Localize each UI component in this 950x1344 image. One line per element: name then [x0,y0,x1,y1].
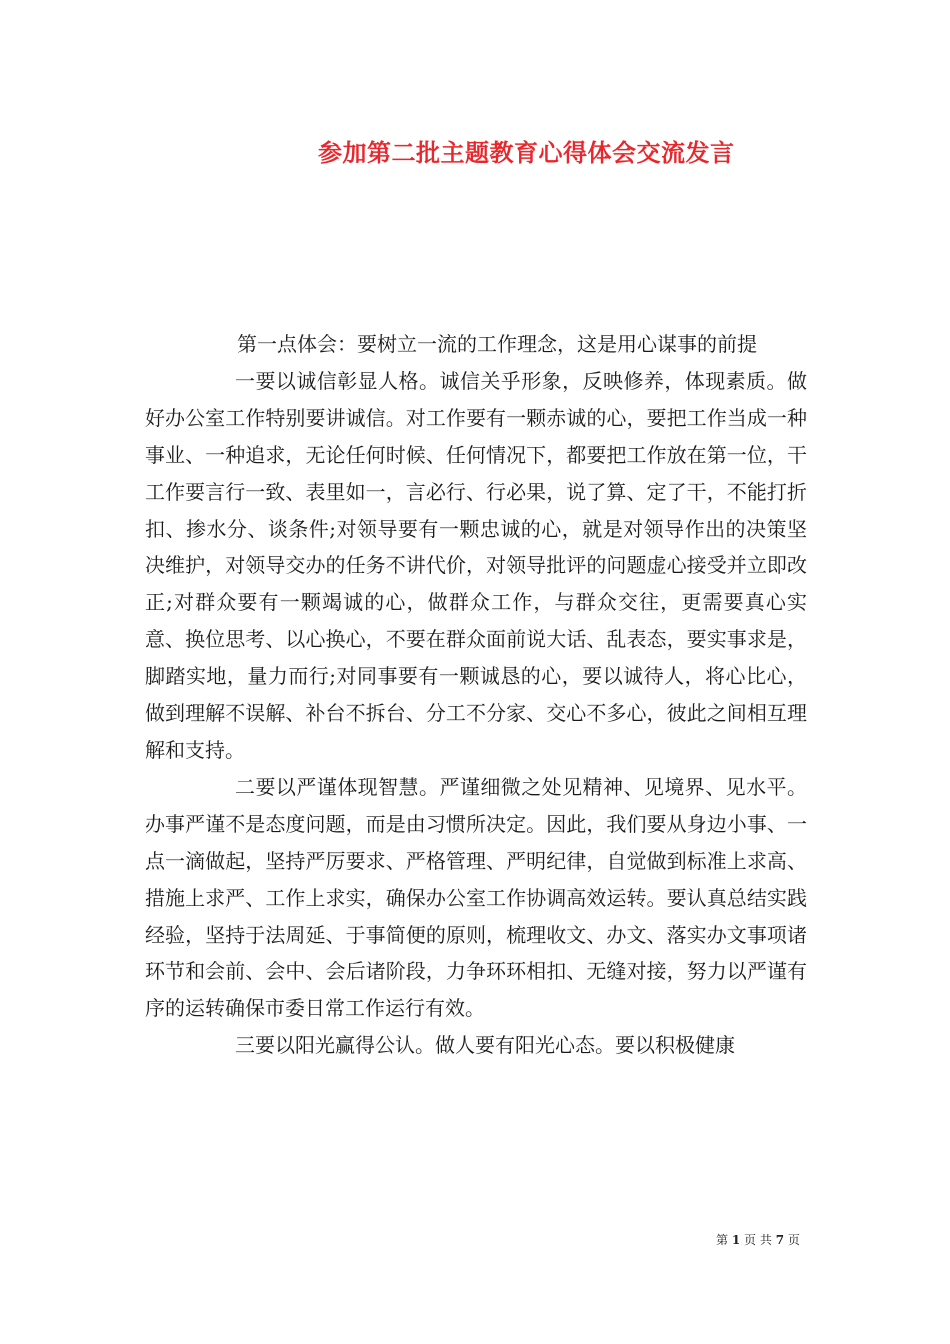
footer-middle: 页 共 [744,1233,772,1247]
current-page-number: 1 [731,1233,741,1247]
page-number-footer [716,1231,800,1248]
footer-suffix: 页 [787,1233,800,1247]
document-title: 参加第二批主题教育心得体会交流发言 [318,139,735,167]
document-body [145,326,807,1064]
paragraph: 一要以诚信彰显人格。诚信关乎形象，反映修养，体现素质。做好办公室工作特别要讲诚信。对工作要有一颗赤诚的心，要把工作当成一种事业、一种追求，无论任何时候、任何情况下，都要把工作放在第一位，干工作要言行一致、表里如一，言必行、行必果，说了算、定了干，不能打折扣、掺水分、谈条件;对领导要有一颗忠诚的心，就是对领导作出的决策坚决维护，对领导交办的任务不讲代价，对领导批评的问题虚心接受并立即改正;对群众要有一颗竭诚的心，做群众工作，与群众交往，更需要真心实意、换位思考、以心换心，不要在群众面前说大话、乱表态，要实事求是，脚踏实地，量力而行;对同事要有一颗诚恳的心，要以诚待人，将心比心，做到理解不误解、补台不拆台、分工不分家、交心不多心，彼此之间相互理解和支持。 [145,368,807,762]
paragraph: 三要以阳光赢得公认。做人要有阳光心态。要以积极健康 [235,1033,735,1058]
paragraph-heading: 第一点体会：要树立一流的工作理念，这是用心谋事的前提 [237,332,757,356]
footer-prefix: 第 [716,1233,729,1247]
paragraph: 二要以严谨体现智慧。严谨细微之处见精神、见境界、见水平。办事严谨不是态度问题，而是由习惯所决定。因此，我们要从身边小事、一点一滴做起，坚持严厉要求、严格管理、严明纪律，自觉做到标准上求高、措施上求严、工作上求实，确保办公室工作协调高效运转。要认真总结实践经验，坚持于法周延、于事简便的原则，梳理收文、办文、落实办文事项诸环节和会前、会中、会后诸阶段，力争环环相扣、无缝对接，努力以严谨有序的运转确保市委日常工作运行有效。 [145,774,807,1021]
total-pages-number: 7 [775,1233,785,1247]
